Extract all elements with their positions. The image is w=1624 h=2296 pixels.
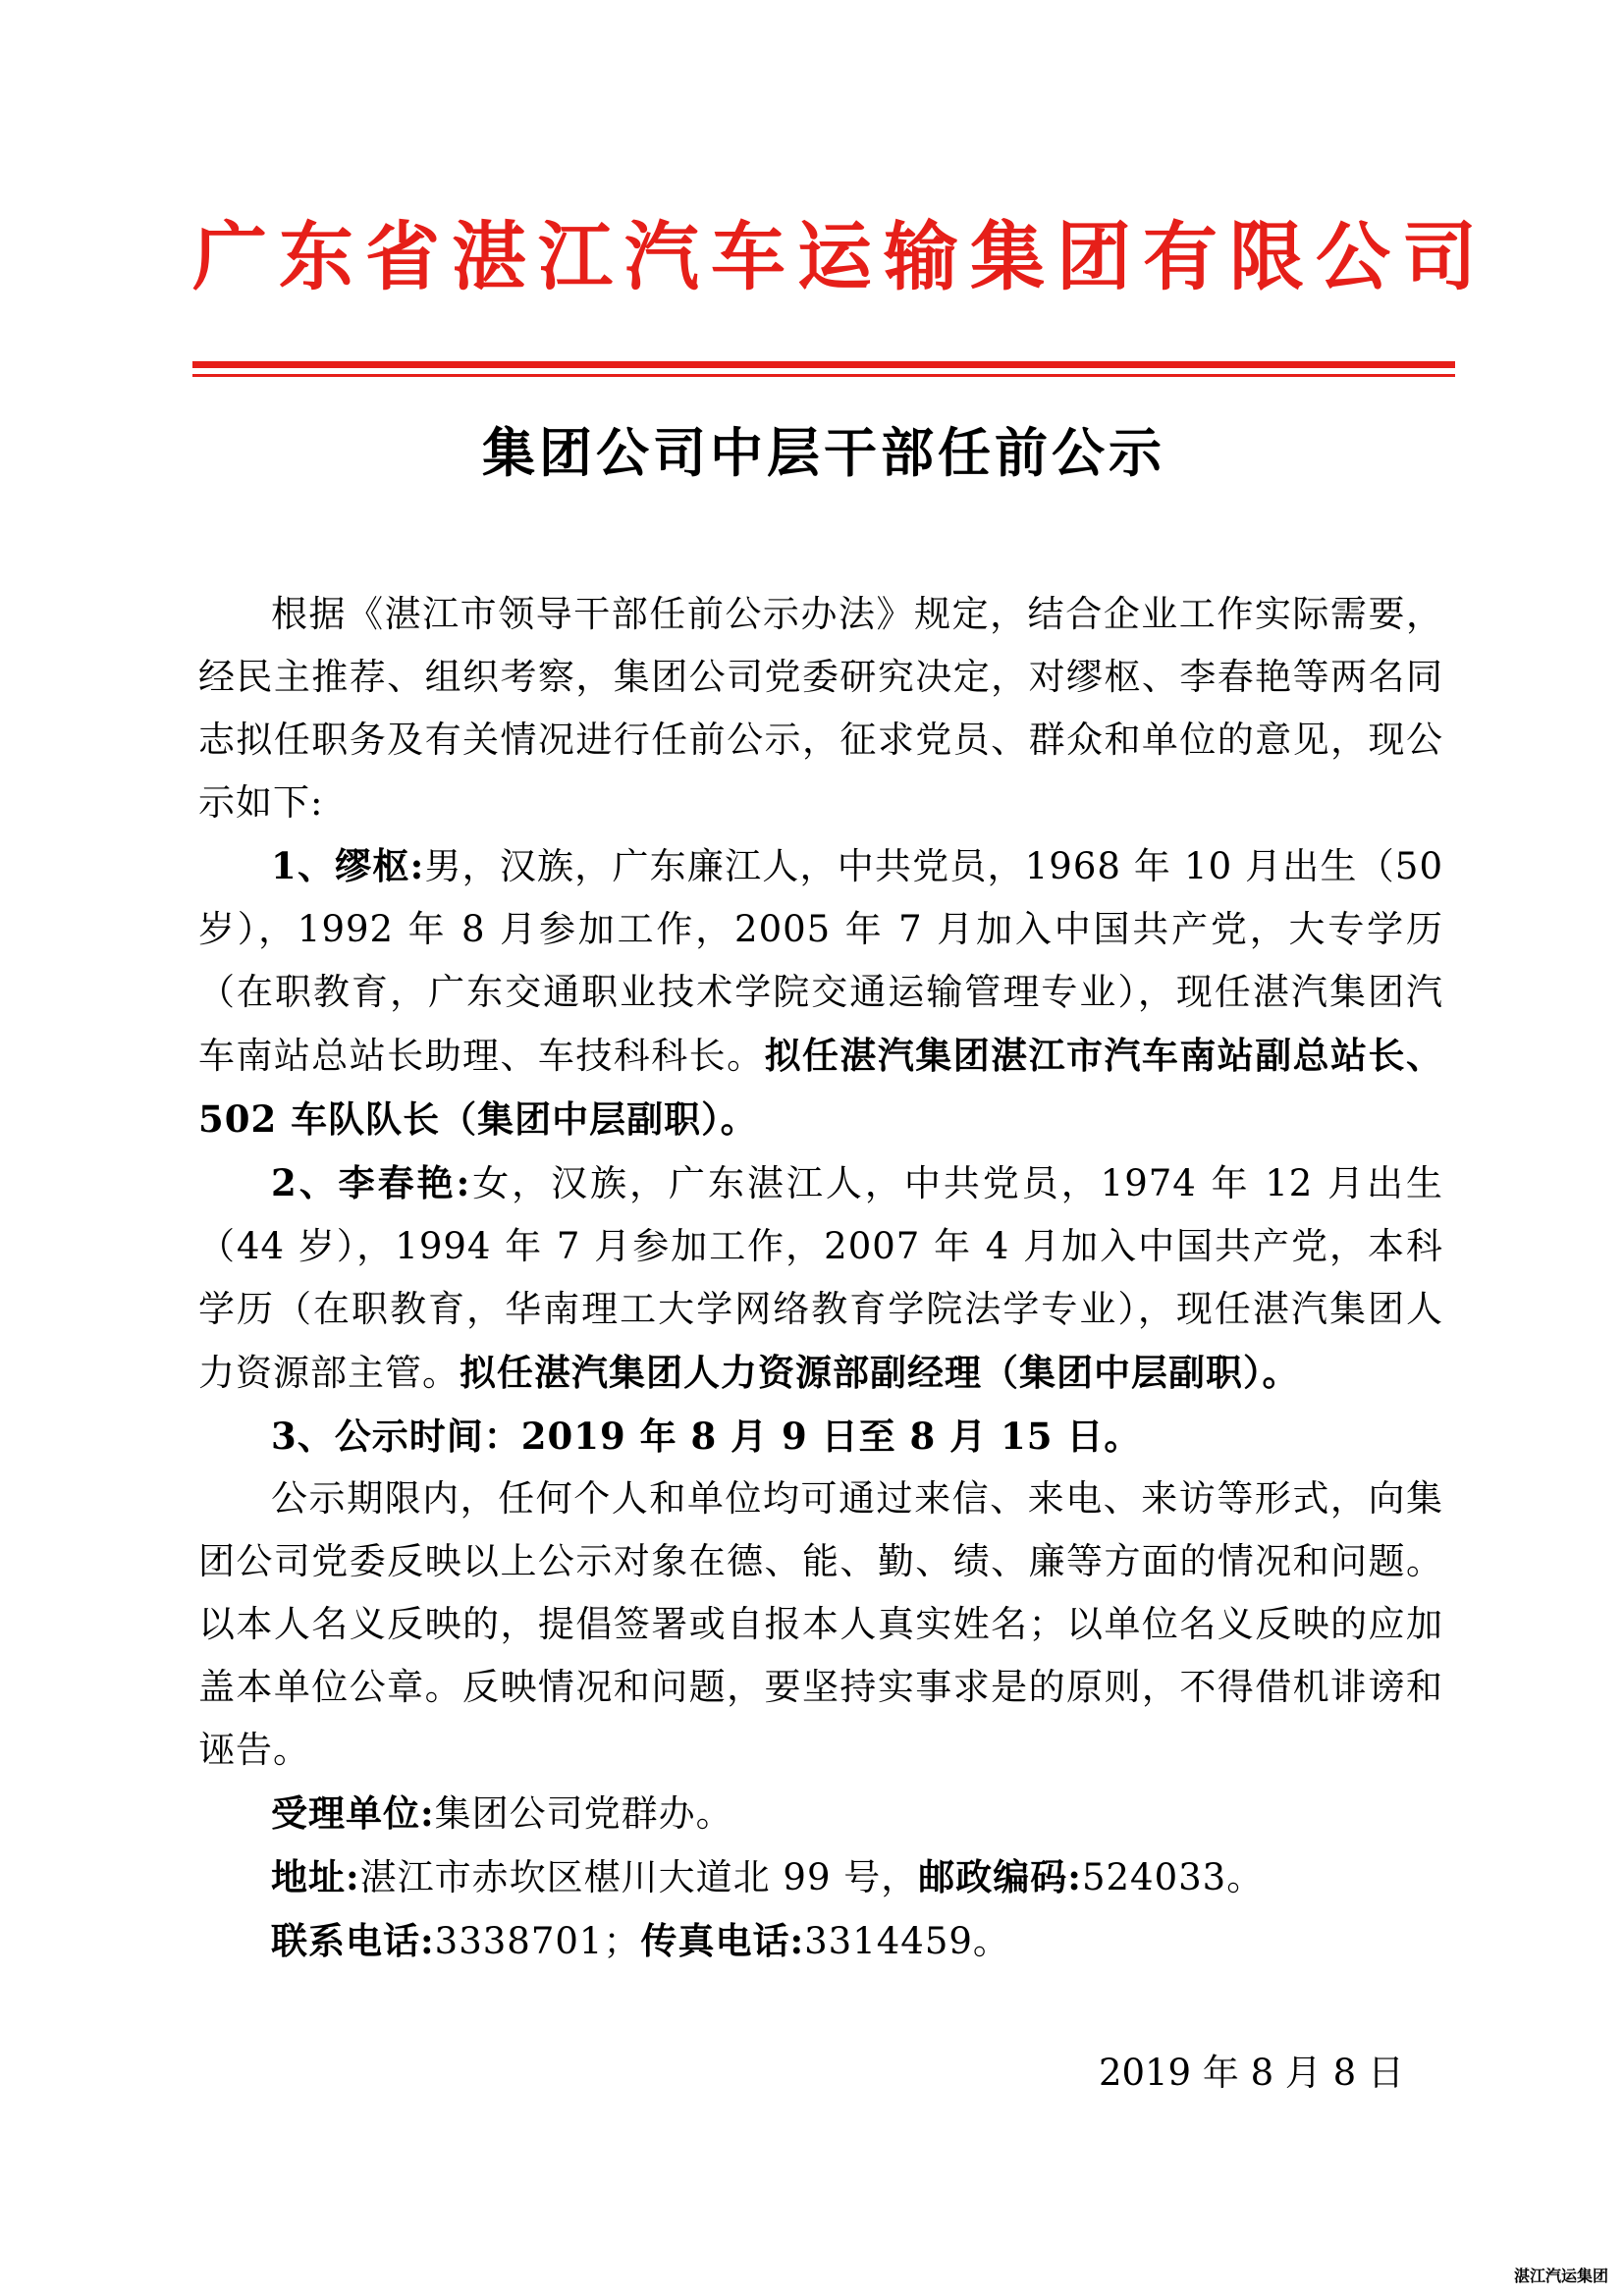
fax-value: 3314459。 xyxy=(804,1920,1010,1962)
address-label: 地址: xyxy=(271,1855,360,1898)
candidate-2-paragraph xyxy=(198,1151,1443,1405)
receiving-unit-line xyxy=(198,1782,1443,1845)
candidate-1-details: 男，汉族，广东廉江人，中共党员，1968 年 10 月出生（50 岁），1992 年 8 月参加工作，2005 年 7 月加入中国共产党，大专学历（在职教育，广东交通职业技术学院交通运输管理专业），现任湛汽集团汽车南站总站长助理、车技科科长。 xyxy=(198,845,1443,1077)
candidate-2-label: 2、李春艳: xyxy=(271,1161,471,1204)
phone-line xyxy=(198,1909,1443,1973)
document-date: 2019 年 8 月 8 日 xyxy=(1098,2052,1404,2094)
candidate-1-paragraph xyxy=(198,834,1443,1151)
candidate-1-label: 1、缪枢: xyxy=(271,844,425,887)
address-line xyxy=(198,1845,1443,1909)
postcode-label: 邮政编码: xyxy=(918,1855,1082,1898)
document-title: 集团公司中层干部任前公示 xyxy=(482,421,1165,484)
fax-label: 传真电话: xyxy=(640,1919,805,1962)
feedback-paragraph: 公示期限内，任何个人和单位均可通过来信、来电、来访等形式，向集团公司党委反映以上公示对象在德、能、勤、绩、廉等方面的情况和问题。以本人名义反映的，提倡签署或自报本人真实姓名；以单位名义反映的应加盖本单位公章。反映情况和问题，要坚持实事求是的原则，不得借机诽谤和诬告。 xyxy=(198,1477,1443,1771)
phone-value: 3338701； xyxy=(434,1920,641,1962)
candidate-1-proposed-post: 拟任湛汽集团湛江市汽车南站副总站长、502 车队队长（集团中层副职）。 xyxy=(198,1034,1443,1141)
notice-period: 3、公示时间：2019 年 8 月 9 日至 8 月 15 日。 xyxy=(271,1415,1142,1458)
red-header-rule-thin xyxy=(192,374,1455,377)
receiving-unit-label: 受理单位: xyxy=(271,1791,435,1835)
corner-watermark: 湛江汽运集团 xyxy=(1513,2267,1608,2285)
phone-label: 联系电话: xyxy=(271,1919,435,1962)
candidate-2-proposed-post: 拟任湛汽集团人力资源部副经理（集团中层副职）。 xyxy=(460,1351,1300,1394)
postcode-value: 524033。 xyxy=(1081,1856,1265,1898)
candidate-2-details: 女，汉族，广东湛江人，中共党员，1974 年 12 月出生（44 岁），1994 年 7 月参加工作，2007 年 4 月加入中国共产党，本科学历（在职教育，华南理工大学网络教育学院法学专业），现任湛汽集团人力资源部主管。 xyxy=(198,1162,1444,1394)
organization-name: 广东省湛江汽车运输集团有限公司 xyxy=(192,213,1489,300)
address-value: 湛江市赤坎区椹川大道北 99 号， xyxy=(359,1856,919,1898)
receiving-unit-value: 集团公司党群办。 xyxy=(434,1792,733,1835)
red-header-rule-thick xyxy=(192,361,1455,368)
intro-paragraph: 根据《湛江市领导干部任前公示办法》规定，结合企业工作实际需要，经民主推荐、组织考察，集团公司党委研究决定，对缪枢、李春艳等两名同志拟任职务及有关情况进行任前公示，征求党员、群众和单位的意见，现公示如下: xyxy=(198,593,1443,824)
document-body xyxy=(198,583,1443,1973)
